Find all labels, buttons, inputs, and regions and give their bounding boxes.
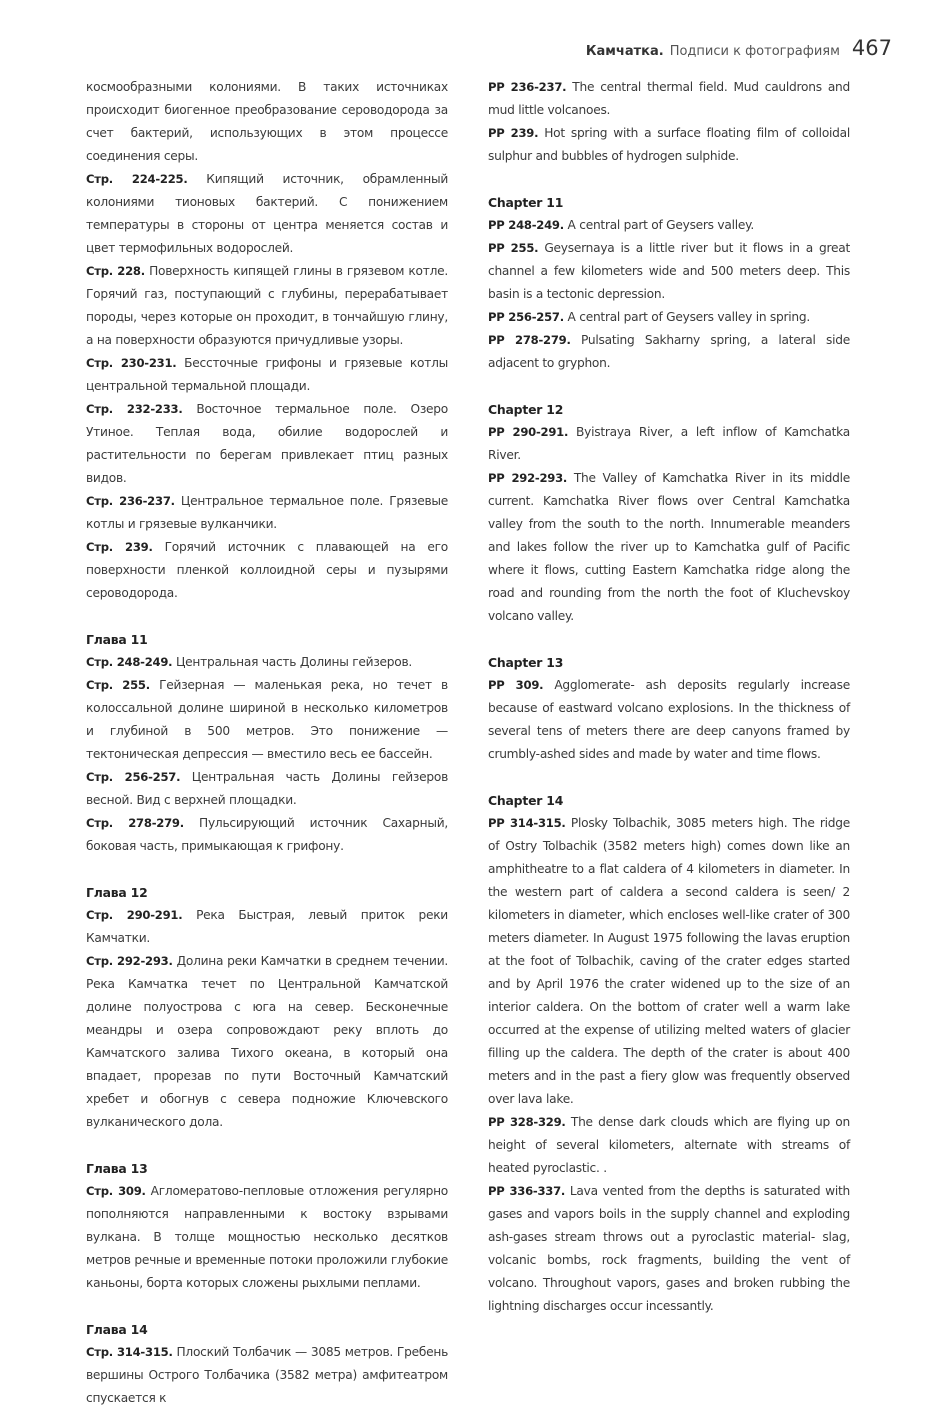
page-reference: PP 256-257.	[488, 310, 564, 324]
page-reference: Стр. 230-231.	[86, 356, 177, 370]
chapter-heading: Chapter 12	[488, 402, 564, 417]
caption-paragraph	[86, 76, 448, 168]
caption-text: космообразными колониями. В таких источниках происходит биогенное преобразование сероводорода за счет бактерий, использующих в этом процессе соединения серы.	[86, 80, 448, 163]
caption-text: Центральное термальное поле. Грязевые котлы и грязевые вулканчики.	[86, 494, 448, 531]
caption-paragraph	[86, 168, 448, 260]
page-number: 467	[851, 36, 892, 60]
caption-paragraph	[488, 122, 850, 168]
page-reference: PP 236-237.	[488, 80, 567, 94]
caption-text: Agglomerate- ash deposits regularly increase because of eastward volcano explosions. In the thickness of several tens of meters there are deep canyons framed by crumbly-ashed sides and made by water and time flows.	[488, 678, 850, 761]
caption-text: Поверхность кипящей глины в грязевом котле. Горячий газ, поступающий с глубины, перерабатывает породы, через которые он проходит, в тончайшую глину, а на поверхности образуются причудливые узоры.	[86, 264, 448, 347]
caption-paragraph	[488, 1180, 850, 1318]
chapter-heading: Chapter 11	[488, 195, 564, 210]
english-captions-column	[488, 76, 850, 1318]
caption-paragraph	[86, 1341, 448, 1410]
page-reference: PP 239.	[488, 126, 539, 140]
caption-text: Центральная часть Долины гейзеров весной. Вид с верхней площадки.	[86, 770, 449, 807]
caption-paragraph	[86, 490, 448, 536]
caption-text: Долина реки Камчатки в среднем течении. Река Камчатка течет по Центральной Камчатской долине полуострова с юга на север. Бесконечные меандры и озера сопровождают реку вплоть до Камчатского залива Тихого океана, в который она впадает, прорезав по пути Восточный Камчатский хребет и обогнув с севера подножие Ключевского вулканического дола.	[86, 954, 448, 1129]
caption-paragraph	[488, 329, 850, 375]
caption-text: A central part of Geysers valley.	[563, 218, 754, 232]
page-reference: Стр. 314-315.	[86, 1345, 173, 1359]
chapter-heading: Глава 14	[86, 1322, 148, 1337]
caption-text: The Valley of Kamchatka River in its middle current. Kamchatka River flows over Central Kamchatka valley from the south to the north. Innumerable meanders and lakes follow the river up to Kamchatka gulf of Pacific where it flows, cutting Eastern Kamchatka ridge along the road and rounding from the north the foot of Kluchevskoy volcano valley.	[488, 471, 850, 623]
caption-text: Byistraya River, a left inflow of Kamchatka River.	[488, 425, 850, 462]
caption-paragraph	[86, 950, 448, 1134]
page-reference: Стр. 309.	[86, 1184, 146, 1198]
running-header	[586, 36, 892, 60]
caption-paragraph	[488, 1111, 850, 1180]
caption-text: Hot spring with a surface floating film of colloidal sulphur and bubbles of hydrogen sulphide.	[488, 126, 850, 163]
page-reference: Стр. 278-279.	[86, 816, 184, 830]
section-title: Подписи к фотографиям	[669, 44, 840, 59]
caption-paragraph	[86, 651, 448, 674]
chapter-heading: Chapter 13	[488, 655, 564, 670]
page-reference: Стр. 232-233.	[86, 402, 183, 416]
caption-text: Кипящий источник, обрамленный колониями тионовых бактерий. С понижением температуры в стороны от центра меняется состав и цвет термофильных водорослей.	[86, 172, 448, 255]
page-reference: Стр. 228.	[86, 264, 145, 278]
caption-paragraph	[488, 237, 850, 306]
page-reference: Стр. 248-249.	[86, 655, 173, 669]
chapter-heading: Глава 12	[86, 885, 148, 900]
caption-paragraph	[488, 214, 850, 237]
page-reference: PP 290-291.	[488, 425, 569, 439]
caption-paragraph	[86, 674, 448, 766]
chapter-heading: Глава 11	[86, 632, 148, 647]
caption-text: Бессточные грифоны и грязевые котлы центральной термальной площади.	[86, 356, 448, 393]
caption-paragraph	[488, 306, 850, 329]
chapter-heading: Глава 13	[86, 1161, 148, 1176]
caption-paragraph	[86, 398, 448, 490]
caption-paragraph	[488, 812, 850, 1111]
caption-paragraph	[488, 421, 850, 467]
caption-paragraph	[86, 536, 448, 605]
page-reference: PP 309.	[488, 678, 544, 692]
caption-text: Горячий источник с плавающей на его поверхности пленкой коллоидной серы и пузырями сероводорода.	[86, 540, 449, 600]
caption-text: The dense dark clouds which are flying up on height of several kilometers, alternate with streams of heated pyroclastic. .	[488, 1115, 850, 1175]
caption-text: Pulsating Sakharny spring, a lateral side adjacent to gryphon.	[488, 333, 851, 370]
page-reference: PP 336-337.	[488, 1184, 566, 1198]
caption-text: Восточное термальное поле. Озеро Утиное. Теплая вода, обилие водорослей и растительности по берегам привлекает птиц разных видов.	[86, 402, 448, 485]
caption-paragraph	[488, 76, 850, 122]
page-reference: PP 328-329.	[488, 1115, 566, 1129]
page-reference: PP 278-279.	[488, 333, 571, 347]
page-reference: Стр. 290-291.	[86, 908, 183, 922]
caption-text: Агломератово-пепловые отложения регулярно пополняются направленными к востоку взрывами вулкана. В толще мощностью несколько десятков метров речные и временные потоки проложили глубокие каньоны, борта которых сложены рыхлыми пеплами.	[86, 1184, 448, 1290]
page-reference: Стр. 292-293.	[86, 954, 173, 968]
caption-text: A central part of Geysers valley in spring.	[563, 310, 810, 324]
page-reference: Стр. 224-225.	[86, 172, 188, 186]
chapter-heading: Chapter 14	[488, 793, 564, 808]
page-reference: Стр. 255.	[86, 678, 150, 692]
caption-text: Lava vented from the depths is saturated with gases and vapors boils in the supply channel and exploding ash-gases stream throws out a pyroclastic material- slag, volcanic bombs, rock fragments, building the vent of volcano. Throughout vapors, gases and broken rubbing the lightning discharges occur incessantly.	[488, 1184, 850, 1313]
caption-paragraph	[86, 766, 448, 812]
page-reference: PP 292-293.	[488, 471, 568, 485]
caption-paragraph	[488, 674, 850, 766]
page-reference: Стр. 236-237.	[86, 494, 175, 508]
caption-paragraph	[488, 467, 850, 628]
caption-paragraph	[86, 812, 448, 858]
page-reference: Стр. 239.	[86, 540, 153, 554]
page-reference: PP 248-249.	[488, 218, 564, 232]
caption-text: Geysernaya is a little river but it flows in a great channel a few kilometers wide and 500 meters deep. This basin is a tectonic depression.	[488, 241, 850, 301]
caption-text: Река Быстрая, левый приток реки Камчатки.	[86, 908, 448, 945]
page-reference: Стр. 256-257.	[86, 770, 181, 784]
caption-text: Плоский Толбачик — 3085 метров. Гребень вершины Острого Толбачика (3582 метра) амфитеатром спускается к	[86, 1345, 448, 1405]
page-reference: PP 314-315.	[488, 816, 566, 830]
caption-text: Пульсирующий источник Сахарный, боковая часть, примыкающая к грифону.	[86, 816, 448, 853]
caption-paragraph	[86, 260, 448, 352]
caption-text: The central thermal field. Mud cauldrons and mud little volcanoes.	[488, 80, 850, 117]
russian-captions-column	[86, 76, 448, 1410]
caption-text: Гейзерная — маленькая река, но течет в колоссальной долине шириной в несколько километров и глубиной в 500 метров. Это понижение — тектоническая депрессия — вместило весь ее бассейн.	[86, 678, 448, 761]
caption-paragraph	[86, 904, 448, 950]
page-reference: PP 255.	[488, 241, 539, 255]
caption-text: Центральная часть Долины гейзеров.	[172, 655, 413, 669]
caption-paragraph	[86, 1180, 448, 1295]
book-title: Камчатка.	[585, 44, 664, 59]
caption-paragraph	[86, 352, 448, 398]
caption-text: Plosky Tolbachik, 3085 meters high. The ridge of Ostry Tolbachik (3582 meters high) comes down like an amphitheatre to a flat caldera of 4 kilometers in diameter. In the western part of caldera a second caldera is seen/ 2 kilometers in diameter, which encloses well-like crater of 300 meters diameter. In August 1975 following the lavas eruption at the foot of Tolbachik, caving of the crater edges started and by April 1976 the crater widened up to the size of an interior caldera. On the bottom of crater well a warm lake occurred at the expense of utilizing melted waters of glacier filling up the caldera. The depth of the crater is about 400 meters and in the past a fiery glow was frequently observed over lava lake.	[488, 816, 850, 1106]
